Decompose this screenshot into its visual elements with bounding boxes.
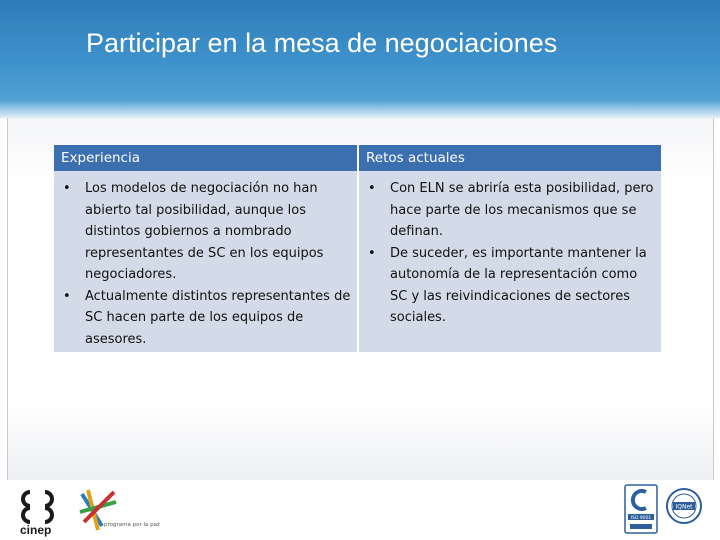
cinep-logo (18, 486, 64, 536)
cell-retos (359, 171, 661, 352)
cell-experiencia (54, 171, 359, 352)
slide-title: Participar en la mesa de negociaciones (86, 28, 558, 58)
list-item (58, 286, 353, 351)
bullet-icon: • (368, 181, 376, 196)
bullet-icon: • (368, 245, 376, 261)
programa-por-la-paz-logo (76, 486, 160, 534)
iso-certification-logo (624, 484, 658, 534)
bullet-icon: • (63, 288, 71, 304)
iso-label: ISO 9001 (630, 516, 652, 521)
footer-logos (0, 480, 720, 540)
comparison-table (54, 145, 661, 352)
table-body-row (54, 171, 661, 352)
programa-wordmark: programa por la paz (104, 522, 160, 528)
retos-list (363, 178, 657, 329)
cinep-wordmark: cinep (20, 523, 52, 537)
iqnet-label: IQNet (675, 503, 693, 511)
column-header-retos: Retos actuales (359, 145, 661, 171)
iqnet-logo (664, 486, 704, 528)
list-item-text: Con ELN se abriría esta posibilidad, pero hace parte de los mecanismos que se definan. (390, 181, 654, 239)
list-item (58, 178, 353, 286)
bullet-icon: • (63, 181, 71, 196)
list-item-text: Los modelos de negociación no han abierto tal posibilidad, aunque los distintos gobiernos a nombrado representantes de SC en los equipos negociadores. (85, 181, 324, 282)
experiencia-list (58, 178, 353, 350)
column-header-experiencia: Experiencia (54, 145, 359, 171)
table-header-row (54, 145, 661, 171)
list-item (363, 243, 657, 329)
list-item-text: Actualmente distintos representantes de SC hacen parte de los equipos de asesores. (85, 288, 351, 347)
list-item (363, 178, 657, 243)
list-item-text: De suceder, es importante mantener la autonomía de la representación como SC y las reivindicaciones de sectores sociales. (390, 245, 647, 325)
